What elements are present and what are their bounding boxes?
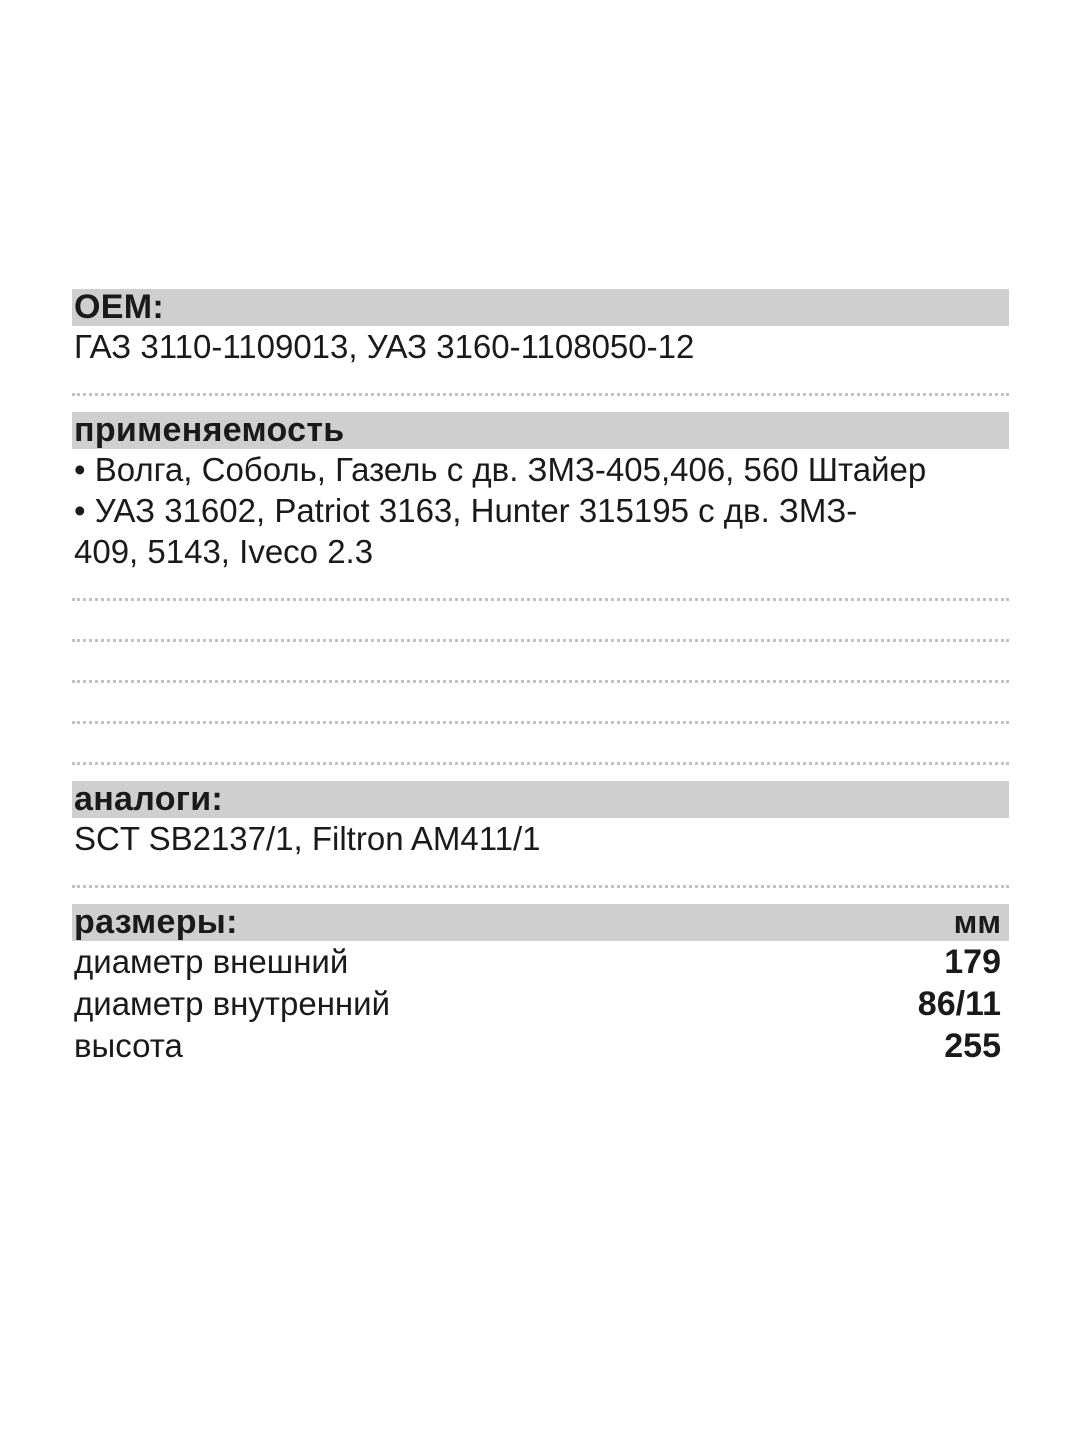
oem-title: OEM: <box>74 288 164 326</box>
dotted-divider <box>72 859 1009 900</box>
analogs-header <box>72 781 1009 818</box>
dotted-divider <box>72 613 1009 654</box>
analogs-value: SCT SB2137/1, Filtron AM411/1 <box>74 820 541 857</box>
dotted-divider <box>72 572 1009 613</box>
oem-header <box>72 289 1009 326</box>
dimension-row <box>72 1025 1009 1067</box>
dotted-divider <box>72 695 1009 736</box>
spec-sheet <box>72 289 1009 1067</box>
dimension-label: диаметр внешний <box>74 943 349 980</box>
dimensions-title: размеры: <box>74 903 238 941</box>
dotted-divider <box>72 367 1009 408</box>
applicability-header <box>72 412 1009 449</box>
dotted-divider <box>72 736 1009 777</box>
dimension-value: 86/11 <box>917 985 1001 1023</box>
applicability-line: • УАЗ 31602, Patriot 3163, Hunter 315195 с дв. ЗМЗ- <box>74 492 858 529</box>
applicability-line: • Волга, Соболь, Газель с дв. ЗМЗ-405,406, 560 Штайер <box>74 451 927 488</box>
dotted-divider <box>72 654 1009 695</box>
dimensions-header <box>72 904 1009 941</box>
dimensions-unit: мм <box>953 904 1001 940</box>
dimension-label: высота <box>74 1027 183 1064</box>
applicability-line: 409, 5143, Iveco 2.3 <box>74 533 374 570</box>
dimension-row <box>72 983 1009 1025</box>
dimension-value: 179 <box>944 943 1001 981</box>
applicability-title: применяемость <box>74 411 345 449</box>
oem-value: ГАЗ 3110-1109013, УАЗ 3160-1108050-12 <box>74 328 695 365</box>
dimension-value: 255 <box>944 1027 1001 1065</box>
dimension-row <box>72 941 1009 983</box>
analogs-title: аналоги: <box>74 780 224 818</box>
dimension-label: диаметр внутренний <box>74 985 391 1022</box>
